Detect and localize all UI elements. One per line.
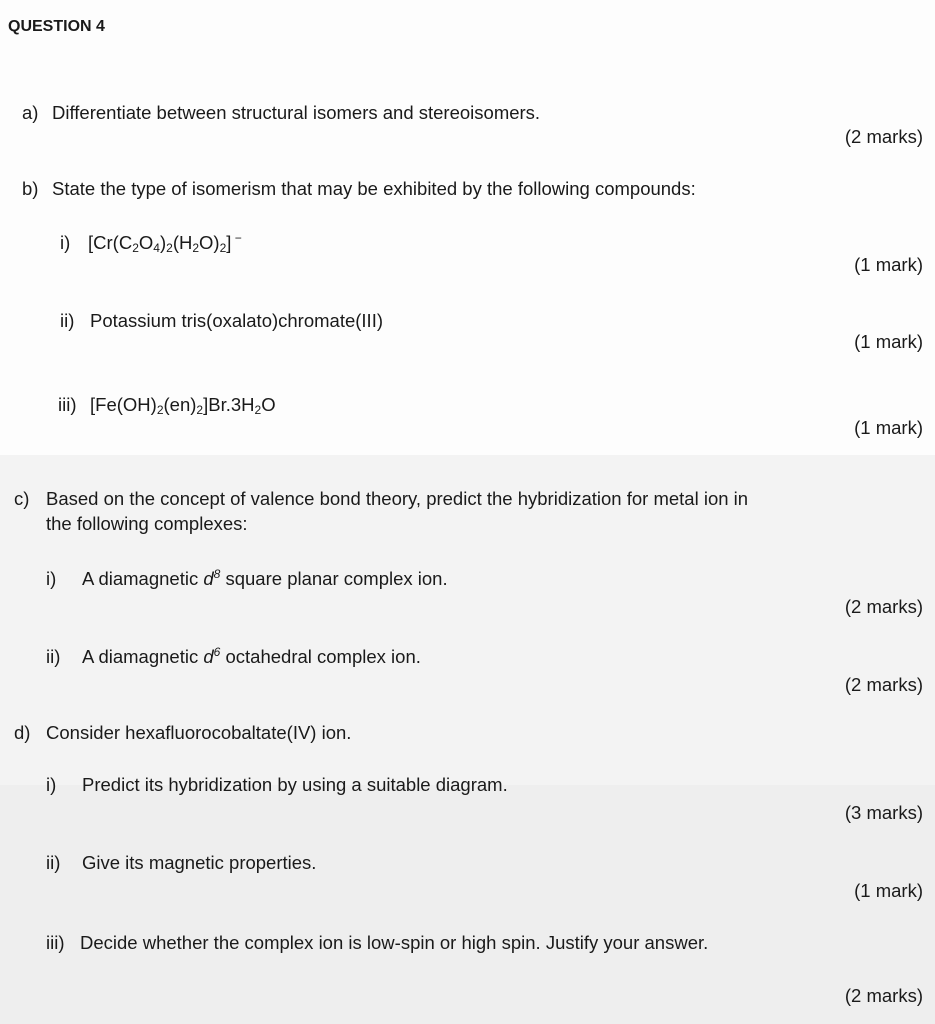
part-d-iii-text: Decide whether the complex ion is low-spin or high spin. Justify your answer. <box>80 932 709 953</box>
part-d-label: d) <box>14 722 31 743</box>
part-b-ii-marks: (1 mark) <box>854 331 923 352</box>
page-background-bottom <box>0 785 935 1024</box>
part-c-ii-text: A diamagnetic $d^6$ octahedral complex ion. <box>82 644 421 667</box>
part-b-ii-text: Potassium tris(oxalato)chromate(III) <box>90 310 384 331</box>
part-c-i-marks: (2 marks) <box>844 596 923 617</box>
part-b-text: State the type of isomerism that may be exhibited by the following compounds: <box>52 178 696 199</box>
part-d-i-marks: (3 marks) <box>844 802 923 823</box>
part-b-i-marks: (1 mark) <box>854 254 923 275</box>
part-c-i-label: i) <box>46 568 57 589</box>
part-b-i-formula: $[Cr(C_2O_4)_2(H_2O)_2]$ − <box>88 230 242 255</box>
part-c-i-text: A diamagnetic $d^8$ square planar complex ion. <box>82 566 448 589</box>
part-b-ii-label: ii) <box>60 310 75 331</box>
part-c-ii-label: ii) <box>46 646 61 667</box>
page-background-top <box>0 0 935 455</box>
part-b-iii-marks: (1 mark) <box>854 417 923 438</box>
part-b-i-label: i) <box>60 232 71 253</box>
part-c-text-line1: Based on the concept of valence bond theory, predict the hybridization for metal ion in <box>46 488 749 509</box>
part-a-label: a) <box>22 102 39 123</box>
part-d-i-label: i) <box>46 774 57 795</box>
question-title: QUESTION 4 <box>8 18 105 35</box>
part-d-ii-label: ii) <box>46 852 61 873</box>
part-c-ii-marks: (2 marks) <box>844 674 923 695</box>
part-d-i-text: Predict its hybridization by using a suitable diagram. <box>82 774 508 795</box>
part-d-ii-marks: (1 mark) <box>854 880 923 901</box>
part-d-iii-marks: (2 marks) <box>844 985 923 1006</box>
part-d-iii-label: iii) <box>46 932 65 953</box>
part-d-ii-text: Give its magnetic properties. <box>82 852 317 873</box>
part-c-text-line2: the following complexes: <box>46 513 248 534</box>
part-b-iii-formula: $[Fe(OH)_2(en)_2]Br.3H_2O$ <box>90 394 276 417</box>
part-c-label: c) <box>14 488 30 509</box>
part-d-text: Consider hexafluorocobaltate(IV) ion. <box>46 722 352 743</box>
part-b-label: b) <box>22 178 39 199</box>
part-a-text: Differentiate between structural isomers and stereoisomers. <box>52 102 541 123</box>
part-a-marks: (2 marks) <box>844 126 923 147</box>
part-b-iii-label: iii) <box>58 394 77 415</box>
